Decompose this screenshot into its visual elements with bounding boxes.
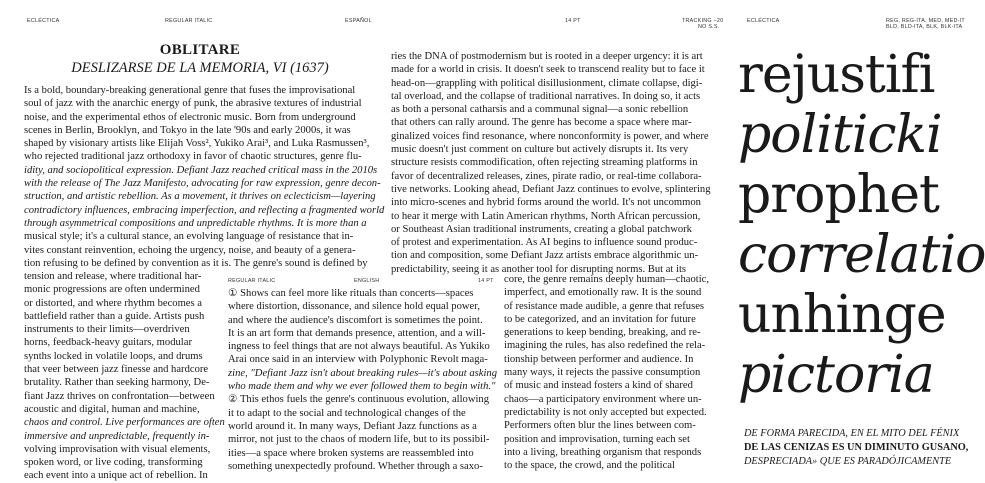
tracking-label: TRACKING –20 (682, 18, 724, 24)
body-line: with the release of The Jazz Manifesto, advocating for raw expression, genre decon- (24, 178, 381, 190)
body-line: soul of jazz with the anarchic energy of punk, the abrasive textures of industrial (24, 98, 362, 110)
body-line: head-on—grappling with political disillusionment, climate collapse, digi- (391, 77, 703, 89)
specimen-word: prophet (738, 165, 939, 225)
specimen-word: rejustifi (738, 45, 935, 105)
body-line: something unexpectedly profound. Whether through a saxo- (228, 460, 483, 472)
body-line: imagining the rules, has also redefined the rela- (504, 340, 706, 352)
body-line: chaos—a participatory environment where un- (504, 393, 702, 405)
inset-language-label: ENGLISH (354, 278, 380, 284)
caption-line: DESPRECIADA» QUE ES PARADÓJICAMENTE (744, 456, 952, 467)
body-line: into a living, breathing organism that responds (504, 446, 702, 458)
body-line: ries the DNA of postmodernism but is rooted in a deeper urgency: it is art (391, 51, 703, 62)
body-line: position and improvisation, turning each set (504, 433, 690, 445)
body-line: generations to keep bending, breaking, and re- (504, 327, 701, 339)
specimen-word: correlatio (738, 225, 985, 285)
body-line: instruments to their limits—overdriven (24, 324, 190, 336)
body-line: tension and release, where traditional har- (24, 271, 202, 282)
body-line: fiant Jazz thrives on confrontation—between (24, 390, 215, 402)
styles-list-label-2: BLD, BLD-ITA, BLK, BLK-ITA (886, 24, 963, 30)
body-line: tal overload, and the collapse of traditional narratives. In doing so, it acts (391, 90, 701, 102)
body-line: predictability is not only accepted but expected. (504, 406, 707, 418)
body-line: into micro-scenes and hybrid forms around the world. It's not uncommon (391, 197, 701, 209)
styles-list-label: REG, REG-ITA, MED, MED-IT (886, 18, 965, 24)
body-line: It is an art form that demands presence, attention, and a will- (228, 327, 486, 339)
article-title: OBLITARE (159, 42, 241, 58)
caption-line: DE FORMA PARECIDA, EN EL MITO DEL FÉNIX (744, 428, 960, 439)
body-line: ginalized voices find resonance, where nonconformity is power, and where (391, 130, 709, 142)
body-line: ① Shows can feel more like rituals than concerts—spaces (228, 288, 474, 299)
body-line: Is a bold, boundary-breaking generational genre that fuses the improvisational (24, 85, 356, 96)
body-line: to be categorized, and an invitation for future (504, 313, 696, 325)
body-line: each event into a unique act of rebellion. In (24, 470, 208, 482)
body-line: chaos and control. Live performances are often (24, 417, 225, 429)
body-line: or Southeast Asian traditional instruments, creating a global patchwork (391, 223, 692, 235)
body-line: imperfect, and emotionally raw. It is the sound (504, 287, 702, 299)
body-line: of resistance made audible, a genre that refuses (504, 300, 705, 312)
body-line: tion refusing to be defined by convention as it is. The genre's sound is defined by (24, 257, 368, 269)
body-line: Arai once said in an interview with Polyphonic Revolt maga- (228, 354, 488, 366)
body-line: mirror, not just to the chaos of modern life, but to its possibil- (228, 434, 490, 446)
body-column-3-lower (504, 273, 720, 472)
body-line: struction, and artistic rebellion. As a movement, it thrives on eclecticism—layering (24, 191, 376, 203)
body-line: ingness to feel things that are not always beautiful. As Yukiko (228, 341, 490, 353)
article-subtitle: DESLIZARSE DE LA MEMORIA, VI (1637) (71, 60, 329, 76)
specimen-word: pictoria (738, 345, 934, 405)
body-line: tion and composition, some Defiant Jazz artists embrace algorithmic un- (391, 250, 699, 262)
body-column-3 (391, 50, 721, 276)
body-line: musical style; it's a cultural stance, an evolving language of resistance that in- (24, 231, 354, 243)
body-line: to the space, the crowd, and the political (504, 460, 675, 472)
body-line: idity, and sociopolitical expression. Defiant Jazz reached critical mass in the 2010s (24, 164, 378, 176)
body-line: to hear it merge with Latin American rhythms, North African percussion, (391, 210, 701, 222)
body-line: that others can rally around. The genre has become a space where mar- (391, 117, 692, 129)
body-line: horns, feedback-heavy guitars, modular (24, 337, 192, 349)
body-line: ities—a space where broken systems are reassembled into (228, 447, 474, 459)
body-line: scenes in Berlin, Brooklyn, and Tokyo in the late '90s and early 2000s, it was (24, 124, 351, 136)
body-line: favor of decentralized releases, zines, pirate radio, or real-time collabora- (391, 170, 702, 182)
body-line: zine, "Defiant Jazz isn't about breaking rules—it's about asking (228, 367, 498, 379)
style-label: REGULAR ITALIC (165, 18, 213, 24)
body-line: brutality. Rather than seeking harmony, De- (24, 377, 210, 389)
body-line: battlefield rather than a guide. Artists push (24, 310, 205, 322)
font-name-label: ECLÉCTICA (27, 18, 60, 24)
body-line: spoken word, or live coding, transforming (24, 457, 203, 469)
body-line: of protest and experimentation. As AI begins to influence sound produc- (391, 237, 698, 249)
body-line: music doesn't just comment on culture but actively disrupts it. Its very (391, 144, 689, 156)
body-line: immersive and unpredictable, frequently in- (24, 430, 210, 442)
body-line: that veer between jazz finesse and hardcore (24, 364, 209, 376)
body-line: ② This ethos fuels the genre's continuous evolution, allowing (228, 394, 490, 406)
body-line: many ways, it rejects the passive consumption (504, 367, 701, 379)
body-line: through asymmetrical compositions and unpredictable rhythms. It is more than a (24, 217, 367, 229)
specimen-word: politicki (738, 105, 942, 165)
font-name-label-2: ECLÉCTICA (747, 18, 780, 24)
body-line: core, the genre remains deeply human—chaotic, (504, 274, 710, 285)
body-line: made for a world in crisis. It doesn't seek to transcend reality but to face it (391, 64, 705, 76)
body-line: Performers often blur the lines between com- (504, 420, 696, 432)
body-line: structure resists commodification, often rejecting streaming platforms in (391, 157, 698, 169)
body-column-1-lower (24, 270, 224, 483)
body-line: world around it. In many ways, Defiant Jazz functions as a (228, 420, 477, 432)
body-line: noise, and the experimental ethos of electronic music. Born from underground (24, 111, 356, 123)
body-line: who made them and why we ever followed them to begin with." (228, 381, 496, 393)
body-line: tive networks. Looking ahead, Defiant Jazz continues to evolve, splintering (391, 183, 711, 195)
inset-style-label: REGULAR ITALIC (228, 278, 276, 284)
body-line: volving improvisation with visual elements, (24, 443, 211, 455)
size-label: 14 PT (565, 18, 581, 24)
language-label: ESPAÑOL (345, 18, 372, 24)
body-line: contradictory influences, embracing imperfection, and reflecting a fragmented world (24, 204, 385, 216)
body-line: of music and instead fosters a kind of shared (504, 380, 693, 392)
body-line: it to adapt to the social and technological changes of the (228, 407, 466, 419)
body-line: as both a personal catharsis and a communal signal—a sonic rebellion (391, 104, 689, 116)
body-line: predictability, seeing it as another tool for disrupting norms. But at its (391, 263, 687, 275)
stylistic-set-label: NO S.S. (698, 24, 720, 30)
body-line: tionship between performer and audience. In (504, 353, 694, 365)
body-line: and where the audience's discomfort is sometimes the point. (228, 314, 483, 326)
caption-line: DE LAS CENIZAS ES UN DIMINUTO GUSANO, (744, 442, 969, 453)
inset-size-label: 14 PT (478, 278, 494, 284)
body-line: or distorted, and where rhythm becomes a (24, 297, 202, 309)
body-column-2 (228, 287, 498, 473)
specimen-word: unhinge (738, 285, 946, 345)
body-line: where distortion, dissonance, and silence hold equal power, (228, 301, 480, 313)
body-line: acoustic and digital, human and machine, (24, 403, 200, 415)
body-line: synths locked in volatile loops, and drums (24, 350, 203, 362)
body-line: monic progressions are often undermined (24, 284, 200, 296)
body-column-1 (24, 84, 385, 270)
body-line: shaped by visionary artists like Elijah Voss², Yukiko Arai³, and Luka Rasmussen³, (24, 138, 370, 150)
body-line: vites constant reinvention, echoing the urgency, noise, and beauty of a genera- (24, 244, 356, 256)
body-line: who rejected traditional jazz orthodoxy in favor of chaotic structures, genre flu- (24, 151, 362, 163)
